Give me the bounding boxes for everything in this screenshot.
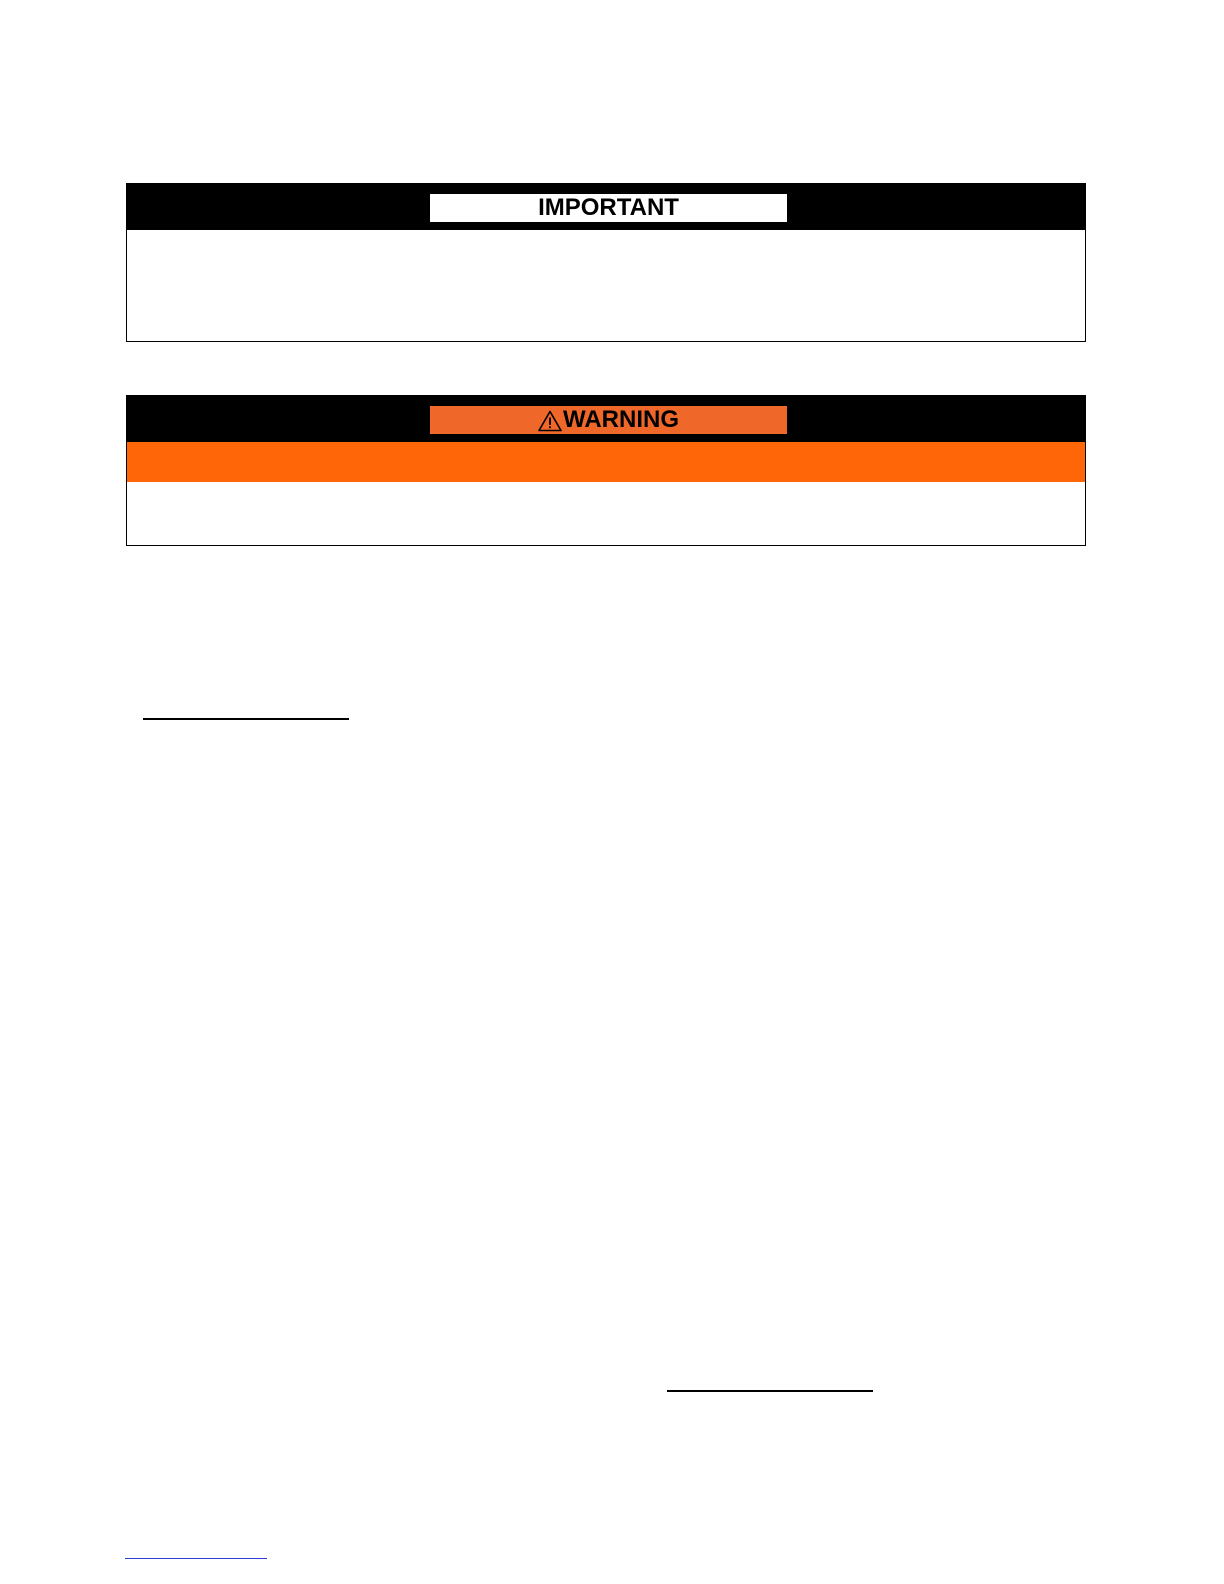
warning-notice bbox=[126, 395, 1086, 546]
important-notice bbox=[126, 183, 1086, 342]
warning-notice-header bbox=[127, 396, 1085, 442]
warning-label-text: WARNING bbox=[563, 406, 679, 433]
warning-label bbox=[430, 406, 787, 434]
footer-link-underline[interactable] bbox=[125, 1558, 267, 1559]
important-notice-header bbox=[127, 184, 1085, 230]
signature-line-1 bbox=[143, 718, 349, 720]
alert-triangle-icon bbox=[538, 410, 562, 432]
warning-band bbox=[127, 442, 1085, 482]
important-label bbox=[430, 194, 787, 222]
signature-line-2 bbox=[667, 1390, 873, 1392]
important-label-text: IMPORTANT bbox=[538, 194, 679, 221]
